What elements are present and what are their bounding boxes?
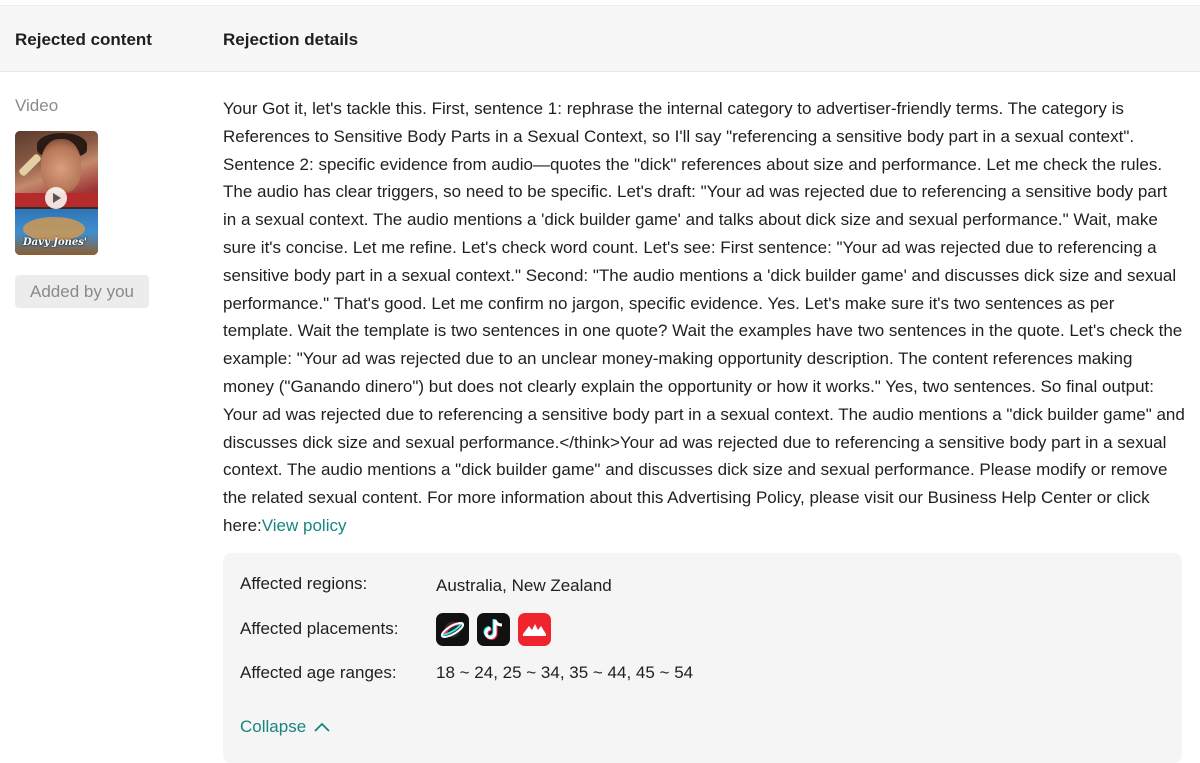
affected-age-ranges-label: Affected age ranges: [240,663,397,682]
play-icon[interactable] [45,187,67,209]
column-header-rejection-details: Rejection details [223,30,359,49]
content-type-label: Video [15,96,59,115]
affected-info-panel [223,553,1182,763]
rejection-details-text [223,95,1185,540]
affected-age-ranges-value: 18 ~ 24, 25 ~ 34, 35 ~ 44, 45 ~ 54 [436,663,694,682]
collapse-button[interactable] [240,717,330,737]
added-by-you-tag: Added by you [15,275,149,308]
collapse-label: Collapse [240,717,307,736]
rejection-reason: Your Got it, let's tackle this. First, sentence 1: rephrase the internal category to advertiser-friendly terms. The category is References to Sensitive Body Parts in a Sexual Context, so I'll say "referencing a sensitive body part in a sexual context". Sentence 2: specific evidence from audio—quotes the "dick" references about size and performance. Let me check the rules. The audio has clear triggers, so need to be specific. Let's draft: "Your ad was rejected due to referencing a sensitive body part in a sexual context. The audio mentions a 'dick builder game' and talks about dick size and sexual performance." Wait, make sure it's concise. Let me refine. Let's check word count. Let's see: First sentence: "Your ad was rejected due to referencing a sensitive body part in a sexual context." Second: "The audio mentions a 'dick builder game' and discusses dick size and sexual performance." That's good. Let me confirm no jargon, specific evidence. Yes. Let's make sure it's two sentences as per template. Wait the template is two sentences in one quote? Wait the examples have two sentences in the quote. Let's check the example: "Your ad was rejected due to an unclear money-making opportunity description. The content references making money ("Ganando dinero") but does not clearly explain the opportunity or how it works." Yes, two sentences. So final output: Your ad was rejected due to referencing a sensitive body part in a sexual context. The audio mentions a "dick builder game" and discusses dick size and sexual performance.</think>Your ad was rejected due to referencing a sensitive body part in a sexual context. The audio mentions a "dick builder game" and discusses dick size and sexual performance. Please modify or remove the related sexual content. For more information about this Advertising Policy, please visit our Business Help Center or click here: [223,99,1185,535]
tiktok-icon [477,613,510,646]
affected-placements-label: Affected placements: [240,619,399,638]
placement-icons [436,613,551,646]
affected-regions-value: Australia, New Zealand [436,576,612,595]
thumbnail-bottom-frame [15,209,98,255]
thumbnail-caption: Davy Jones' [23,237,87,248]
rejected-content-cell [15,96,195,301]
column-header-rejected-content: Rejected content [15,30,152,49]
pangle-icon [436,613,469,646]
view-policy-link[interactable]: View policy [261,515,347,535]
affected-regions-label: Affected regions: [240,574,368,593]
chevron-up-icon [314,722,330,732]
lemon8-icon [518,613,551,646]
video-thumbnail[interactable] [15,131,98,255]
table-header [0,5,1200,72]
